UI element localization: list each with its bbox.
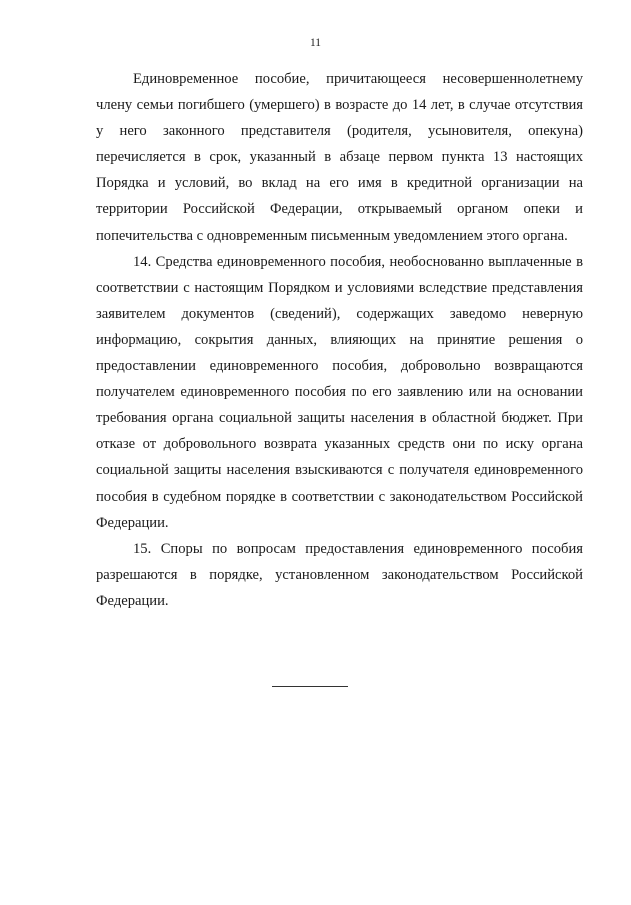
paragraph-15-disputes: 15. Споры по вопросам предоставления единовременного пособия разрешаются в порядке, установленном законодательством Российской Федерации. <box>96 540 583 609</box>
paragraph-allowance-minor: Единовременное пособие, причитающееся несовершеннолетнему члену семьи погибшего (умершего) в возрасте до 14 лет, в случае отсутствия у него законного представителя (родителя, усыновителя, опекуна) перечисляется в срок, указанный в абзаце первом пункта 13 настоящих Порядка и условий, во вклад на его имя в кредитной организации на территории Российской Федерации, открываемый органом опеки и попечительства с одновременным письменным уведомлением этого органа. <box>96 71 583 244</box>
paragraph-14-refund: 14. Средства единовременного пособия, необоснованно выплаченные в соответствии с настоящим Порядком и условиями вследствие представления заявителем документов (сведений), содержащих заведомо неверную информацию, сокрытия данных, влияющих на принятие решения о предоставлении единовременного пособия, добровольно возвращаются получателем единовременного пособия по его заявлению или на основании требования органа социальной защиты населения в областной бюджет. При отказе от добровольного возврата указанных средств они по иску органа социальной защиты населения взыскиваются с получателя единовременного пособия в судебном порядке в соответствии с законодательством Российской Федерации. <box>96 253 583 531</box>
page-number: 11 <box>309 37 322 49</box>
document-body <box>96 66 583 614</box>
end-divider-line <box>272 686 348 687</box>
